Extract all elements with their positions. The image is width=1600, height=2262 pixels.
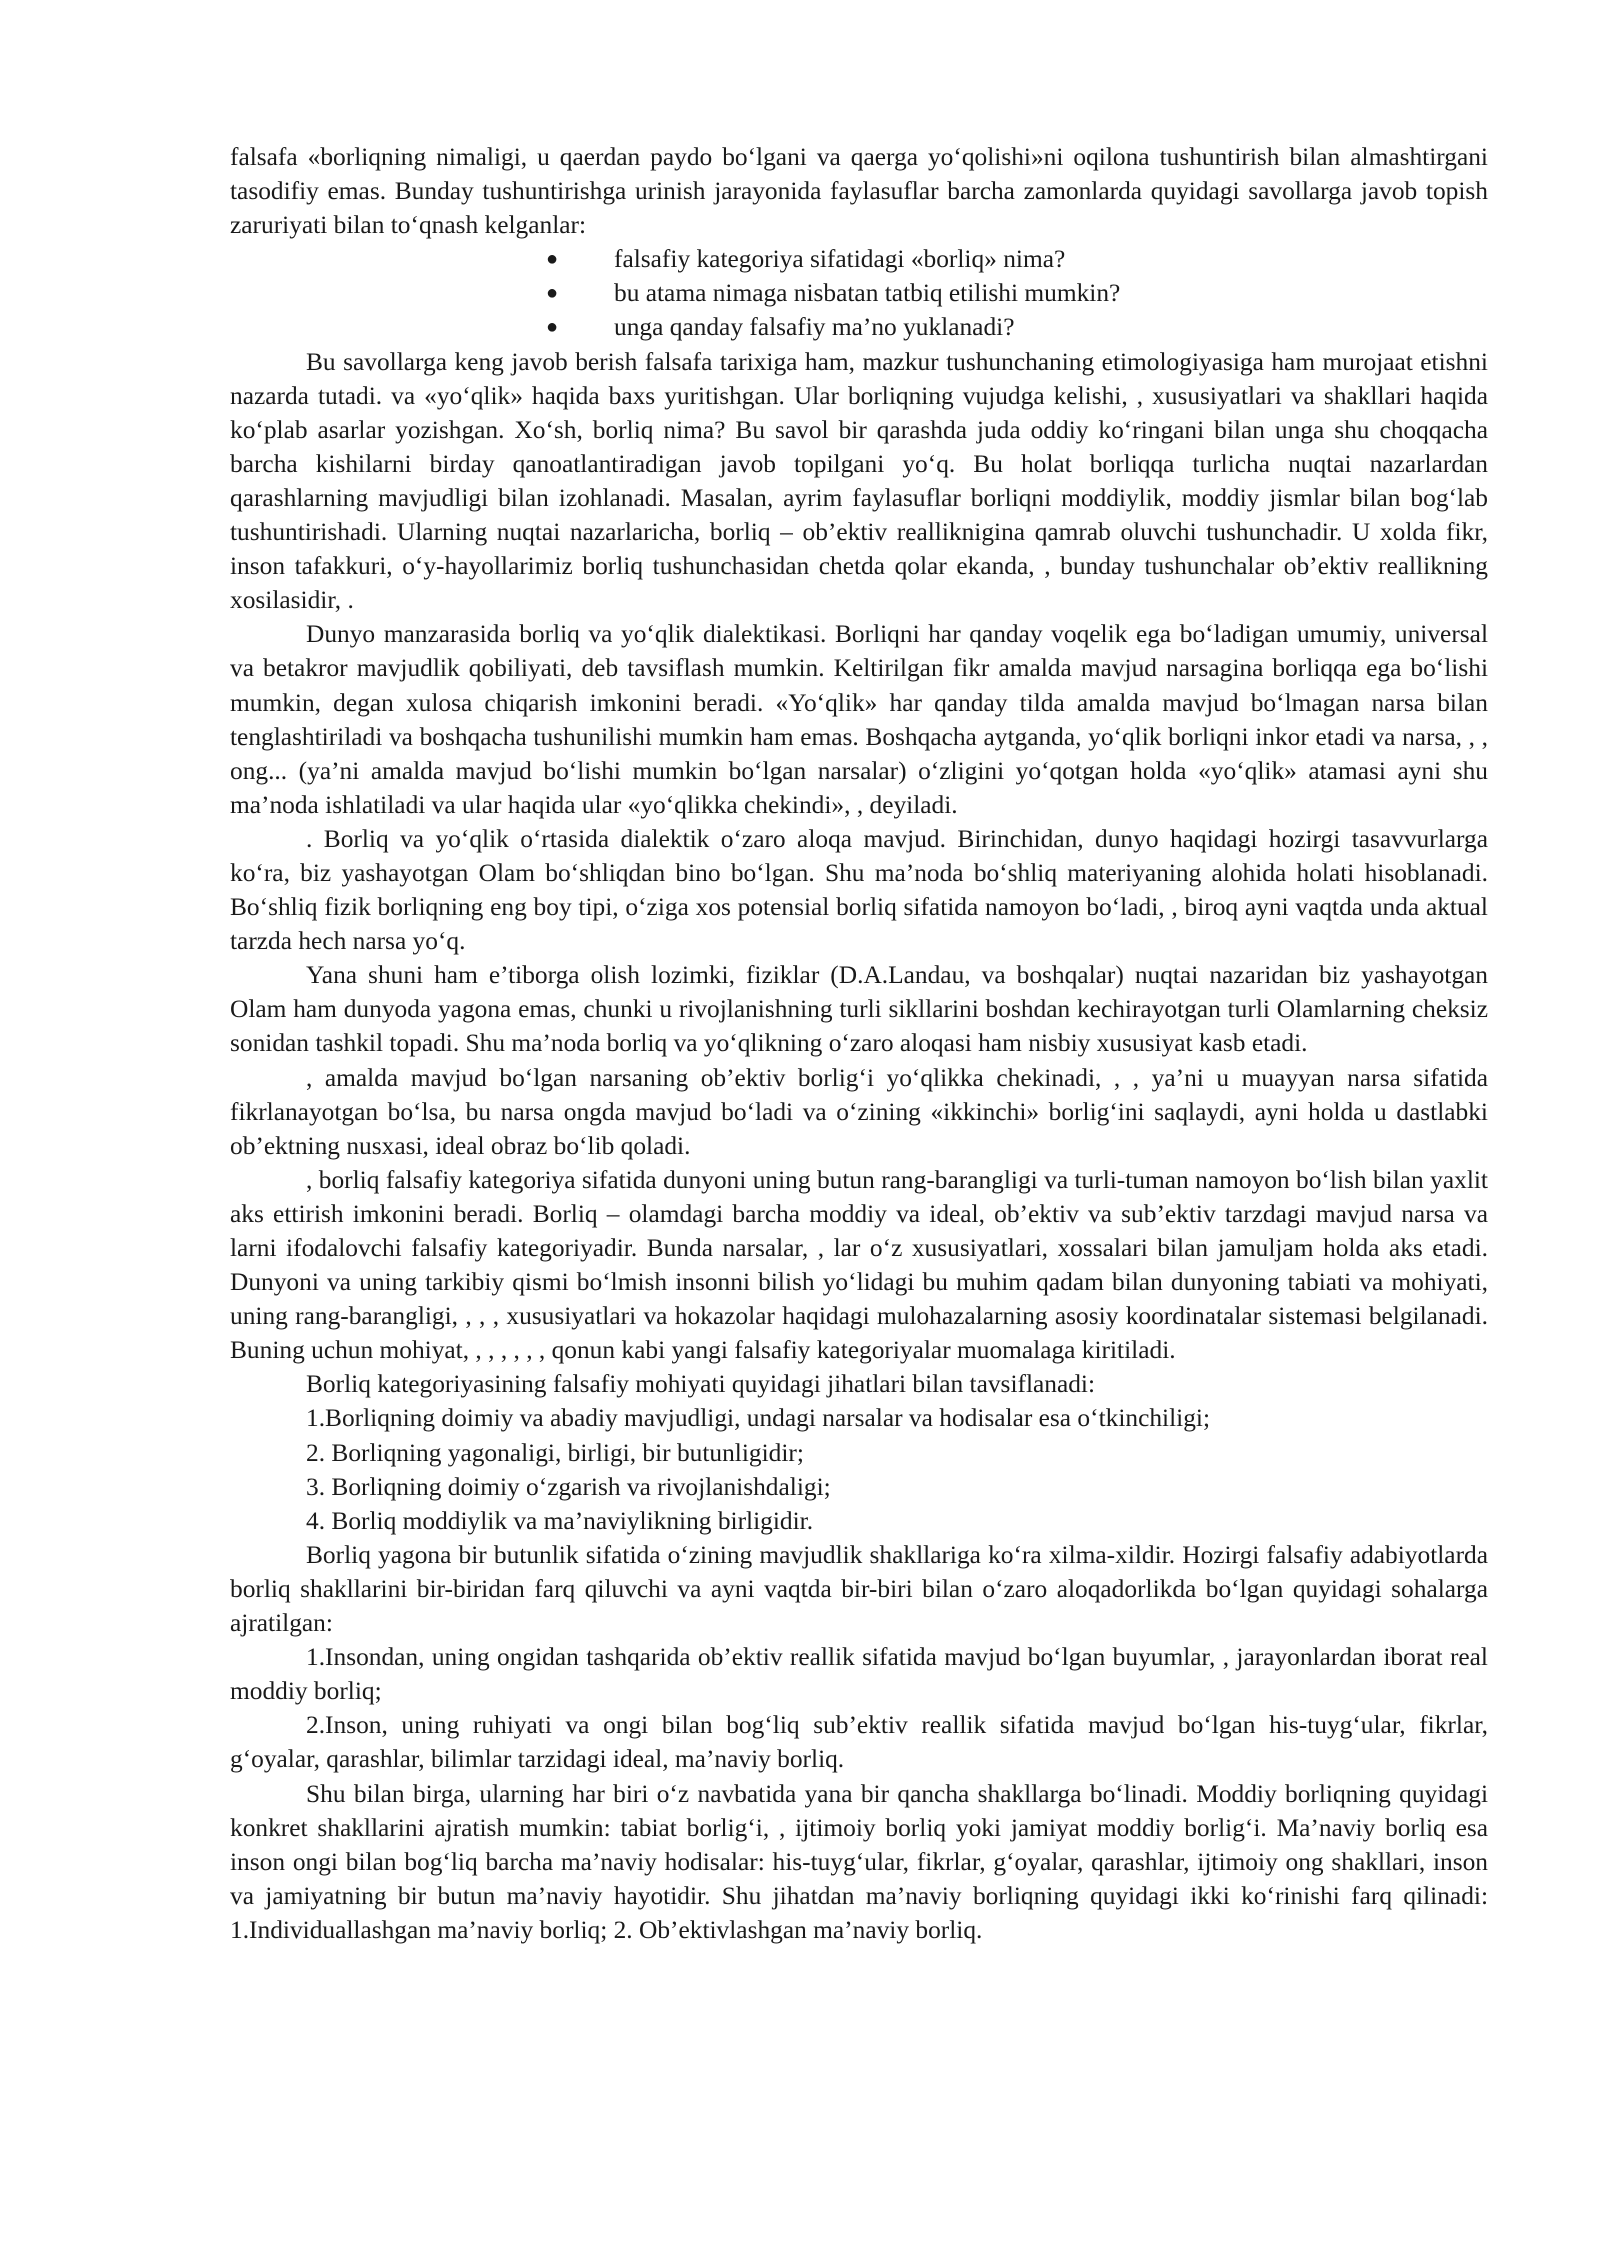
numbered-item: 1.Borliqning doimiy va abadiy mavjudligi, undagi narsalar va hodisalar esa o‘tkinchiligi;	[306, 1404, 1210, 1433]
bullet-dot-icon: ●	[546, 248, 559, 271]
paragraph: 2.Inson, uning ruhiyati va ongi bilan bog‘liq sub’ektiv reallik sifatida mavjud bo‘lgan his-tuyg‘ular, fikrlar, g‘oyalar, qarashlar, bilimlar tarzidagi ideal, ma’naviy borliq.	[230, 1711, 1488, 1774]
bullet-item	[230, 276, 1488, 310]
numbered-item: 4. Borliq moddiylik va ma’naviylikning birligidir.	[306, 1506, 814, 1535]
bullet-dot-icon: ●	[546, 316, 559, 339]
paragraph: Shu bilan birga, ularning har biri o‘z navbatida yana bir qancha shakllarga bo‘linadi. Moddiy borliqning quyidagi konkret shakllarini ajratish mumkin: tabiat borlig‘i, , ijtimoiy borliq yoki jamiyat moddiy borlig‘i. Ma’naviy borliq esa inson ongi bilan bog‘liq barcha ma’naviy hodisalar: his-tuyg‘ular, fikrlar, g‘oyalar, qarashlar, ijtimoiy ong shakllari, inson va jamiyatning bir butun ma’naviy hayotidir. Shu jihatdan ma’naviy borliqning quyidagi ikki ko‘rinishi farq qilinadi: 1.Individuallashgan ma’naviy borliq; 2. Ob’ektivlashgan ma’naviy borliq.	[230, 1779, 1488, 1944]
paragraph-intro: falsafa «borliqning nimaligi, u qaerdan paydo bo‘lgani va qaerga yo‘qolishi»ni oqilona tushuntirish bilan almashtirgani tasodifiy emas. Bunday tushuntirishga urinish jarayonida faylasuflar barcha zamonlarda quyidagi savollarga javob topish zaruriyati bilan to‘qnash kelganlar:	[230, 143, 1488, 240]
bullet-dot-icon: ●	[546, 282, 559, 305]
paragraph: Bu savollarga keng javob berish falsafa tarixiga ham, mazkur tushunchaning etimologiyasiga ham murojaat etishni nazarda tutadi. va «yo‘qlik» haqida baxs yuritishgan. Ular borliqning vujudga kelishi, , xususiyatlari va shakllari haqida ko‘plab asarlar yozishgan. Xo‘sh, borliq nima? Bu savol bir qarashda juda oddiy ko‘ringani bilan unga shu choqqacha barcha kishilarni birday qanoatlantiradigan javob topilgani yo‘q. Bu holat borliqqa turlicha nuqtai nazarlardan qarashlarning mavjudligi bilan izohlanadi. Masalan, ayrim faylasuflar borliqni moddiylik, moddiy jismlar bilan bog‘lab tushuntirishadi. Ularning nuqtai nazarlaricha, borliq – ob’ektiv realliknigina qamrab oluvchi tushunchadir. U xolda fikr, inson tafakkuri, o‘y-hayollarimiz borliq tushunchasidan chetda qolar ekanda, , bunday tushunchalar ob’ektiv reallikning xosilasidir, .	[230, 347, 1488, 615]
paragraph: , borliq falsafiy kategoriya sifatida dunyoni uning butun rang-barangligi va turli-tuman namoyon bo‘lish bilan yaxlit aks ettirish imkonini beradi. Borliq – olamdagi barcha moddiy va ideal, ob’ektiv va sub’ektiv tarzdagi mavjud narsa va larni ifodalovchi falsafiy kategoriyadir. Bunda narsalar, , lar o‘z xususiyatlari, xossalari bilan jamuljam holda aks etadi. Dunyoni va uning tarkibiy qismi bo‘lmish insonni bilish yo‘lidagi bu muhim qadam bilan dunyoning tabiati va mohiyati, uning rang-barangligi, , , , xususiyatlari va hokazolar haqidagi mulohazalarning asosiy koordinatalar sistemasi belgilanadi. Buning uchun mohiyat, , , , , , , qonun kabi yangi falsafiy kategoriyalar muomalaga kiritiladi.	[230, 1165, 1488, 1365]
bullet-item	[230, 242, 1488, 276]
bullet-list	[230, 242, 1488, 344]
paragraph: Yana shuni ham e’tiborga olish lozimki, fiziklar (D.A.Landau, va boshqalar) nuqtai nazaridan biz yashayotgan Olam ham dunyoda yagona emas, chunki u rivojlanishning turli sikllarini boshdan kechirayotgan turli Olamlarning cheksiz sonidan tashkil topadi. Shu ma’noda borliq va yo‘qlikning o‘zaro aloqasi ham nisbiy xususiyat kasb etadi.	[230, 961, 1488, 1058]
numbered-item: 3. Borliqning doimiy o‘zgarish va rivojlanishdaligi;	[306, 1472, 831, 1501]
paragraph: . Borliq va yo‘qlik o‘rtasida dialektik o‘zaro aloqa mavjud. Birinchidan, dunyo haqidagi hozirgi tasavvurlarga ko‘ra, biz yashayotgan Olam bo‘shliqdan bino bo‘lgan. Shu ma’noda bo‘shliq materiyaning alohida holati hisoblanadi. Bo‘shliq fizik borliqning eng boy tipi, o‘ziga xos potensial borliq sifatida namoyon bo‘ladi, , biroq ayni vaqtda unda aktual tarzda hech narsa yo‘q.	[230, 824, 1488, 956]
paragraph: Borliq yagona bir butunlik sifatida o‘zining mavjudlik shakllariga ko‘ra xilma-xildir. Hozirgi falsafiy adabiyotlarda borliq shakllarini bir-biridan farq qiluvchi va ayni vaqtda bir-biri bilan o‘zaro aloqadorlikda bo‘lgan quyidagi sohalarga ajratilgan:	[230, 1540, 1488, 1638]
paragraph: Dunyo manzarasida borliq va yo‘qlik dialektikasi. Borliqni har qanday voqelik ega bo‘ladigan umumiy, universal va betakror mavjudlik qobiliyati, deb tavsiflash mumkin. Keltirilgan fikr amalda mavjud narsagina borliqqa ega bo‘lishi mumkin, degan xulosa chiqarish imkonini beradi. «Yo‘qlik» har qanday tilda amalda mavjud bo‘lmagan narsa bilan tenglashtiriladi va boshqacha tushunilishi mumkin ham emas. Boshqacha aytganda, yo‘qlik borliqni inkor etadi va narsa, , , ong... (ya’ni amalda mavjud bo‘lishi mumkin bo‘lgan narsalar) o‘zligini yo‘qotgan holda «yo‘qlik» atamasi ayni shu ma’noda ishlatiladi va ular haqida ular «yo‘qlikka chekindi», , deyiladi.	[230, 620, 1488, 819]
bullet-item-text: unga qanday falsafiy ma’no yuklanadi?	[614, 313, 1015, 342]
bullet-item-text: bu atama nimaga nisbatan tatbiq etilishi mumkin?	[614, 279, 1121, 308]
bullet-item-text: falsafiy kategoriya sifatidagi «borliq» nima?	[614, 245, 1066, 274]
numbered-item: 2. Borliqning yagonaligi, birligi, bir butunligidir;	[306, 1438, 804, 1467]
paragraph: , amalda mavjud bo‘lgan narsaning ob’ektiv borlig‘i yo‘qlikka chekinadi, , , ya’ni u muayyan narsa sifatida fikrlanayotgan bo‘lsa, bu narsa ongda mavjud bo‘ladi va o‘zining «ikkinchi» borlig‘ini saqlaydi, ayni holda u dastlabki ob’ektning nusxasi, ideal obraz bo‘lib qoladi.	[230, 1063, 1488, 1160]
bullet-item	[230, 310, 1488, 344]
paragraph: Borliq kategoriyasining falsafiy mohiyati quyidagi jihatlari bilan tavsiflanadi:	[306, 1370, 1096, 1399]
document-page	[230, 140, 1488, 1947]
paragraph: 1.Insondan, uning ongidan tashqarida ob’ektiv reallik sifatida mavjud bo‘lgan buyumlar, , jarayonlardan iborat real moddiy borliq;	[230, 1643, 1488, 1706]
